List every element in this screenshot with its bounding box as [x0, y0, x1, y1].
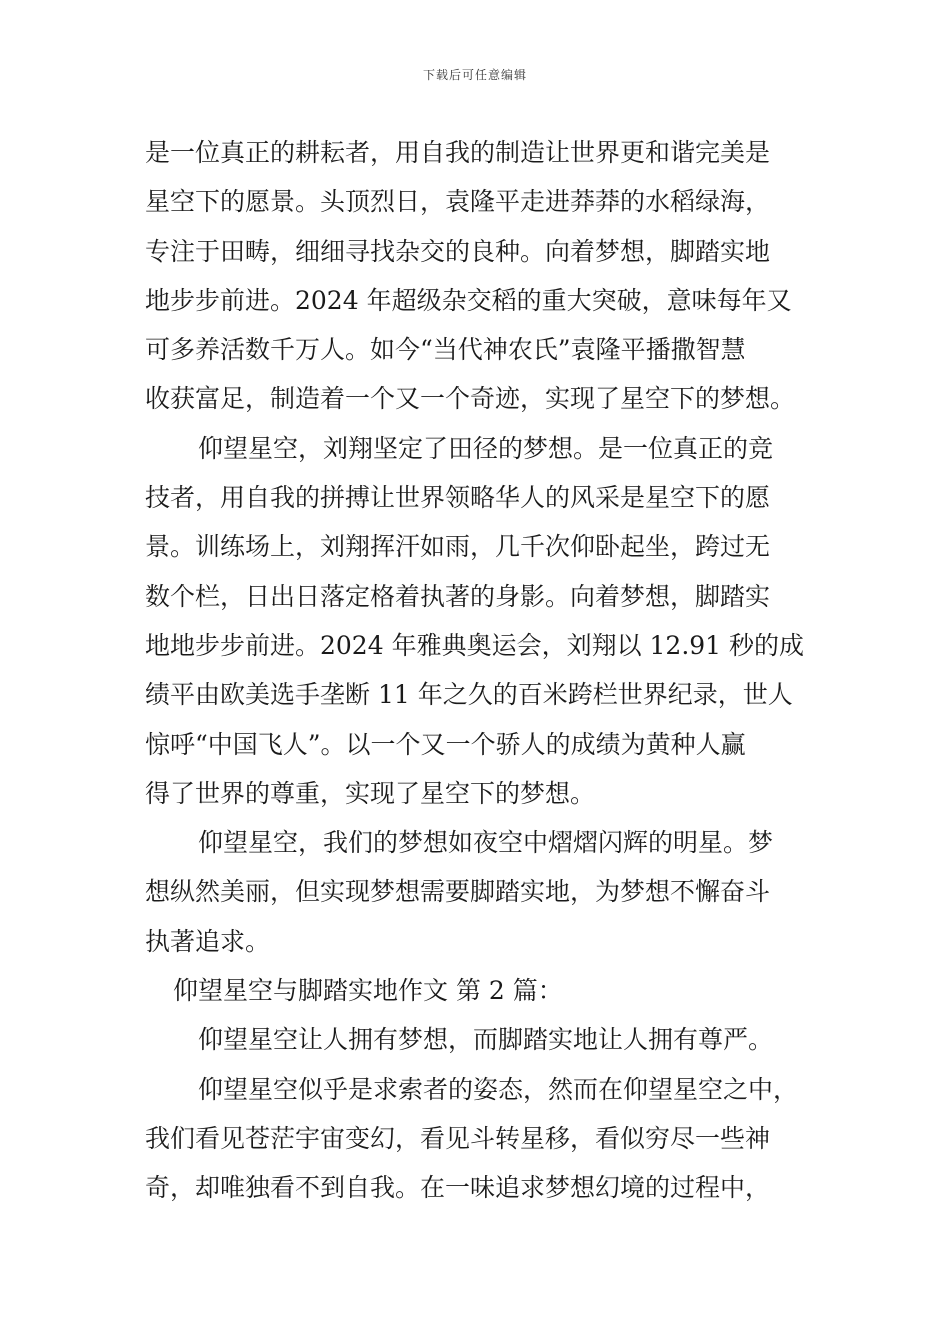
text-line: 地地步步前进。2024 年雅典奥运会，刘翔以 12.91 秒的成: [145, 630, 805, 660]
text-line: 可多养活数千万人。如今“当代神农氏”袁隆平播撒智慧: [145, 335, 746, 365]
paragraph-start-line: 仰望星空让人拥有梦想，而脚踏实地让人拥有尊严。: [198, 1025, 774, 1055]
text-line: 地步步前进。2024 年超级杂交稻的重大突破，意味每年又: [145, 285, 792, 315]
text-line: 收获富足，制造着一个又一个奇迹，实现了星空下的梦想。: [145, 384, 796, 414]
paragraph-start-line: 仰望星空，刘翔坚定了田径的梦想。是一位真正的竞: [198, 433, 774, 463]
page-header: 下载后可任意编辑: [422, 68, 527, 82]
text-line: 是一位真正的耕耘者，用自我的制造让世界更和谐完美是: [145, 138, 771, 167]
text-line: 惊呼“中国飞人”。以一个又一个骄人的成绩为黄种人赢: [145, 729, 746, 759]
text-line: 想纵然美丽，但实现梦想需要脚踏实地，为梦想不懈奋斗: [145, 877, 771, 907]
text-line: 奇，却唯独看不到自我。在一味追求梦想幻境的过程中，: [145, 1173, 771, 1203]
text-line: 我们看见苍茫宇宙变幻，看见斗转星移，看似穷尽一些神: [145, 1123, 771, 1153]
text-line: 得了世界的尊重，实现了星空下的梦想。: [145, 778, 596, 808]
text-line: 景。训练场上，刘翔挥汗如雨，几千次仰卧起坐，跨过无: [145, 532, 771, 562]
text-line: 专注于田畴，细细寻找杂交的良种。向着梦想，脚踏实地: [145, 236, 771, 266]
article-body: [145, 128, 835, 1213]
text-line: 技者，用自我的拼搏让世界领略华人的风采是星空下的愿: [145, 483, 771, 513]
section-heading: 仰望星空与脚踏实地作文 第 2 篇：: [173, 976, 563, 1006]
text-line: 星空下的愿景。头顶烈日，袁隆平走进莽莽的水稻绿海，: [145, 187, 771, 217]
paragraph-start-line: 仰望星空，我们的梦想如夜空中熠熠闪辉的明星。梦: [198, 828, 774, 858]
text-line: 数个栏，日出日落定格着执著的身影。向着梦想，脚踏实: [145, 581, 771, 611]
text-line: 执著追求。: [145, 926, 271, 956]
paragraph-start-line: 仰望星空似乎是求索者的姿态，然而在仰望星空之中，: [198, 1074, 799, 1104]
text-line: 绩平由欧美选手垄断 11 年之久的百米跨栏世界纪录，世人: [145, 680, 793, 710]
